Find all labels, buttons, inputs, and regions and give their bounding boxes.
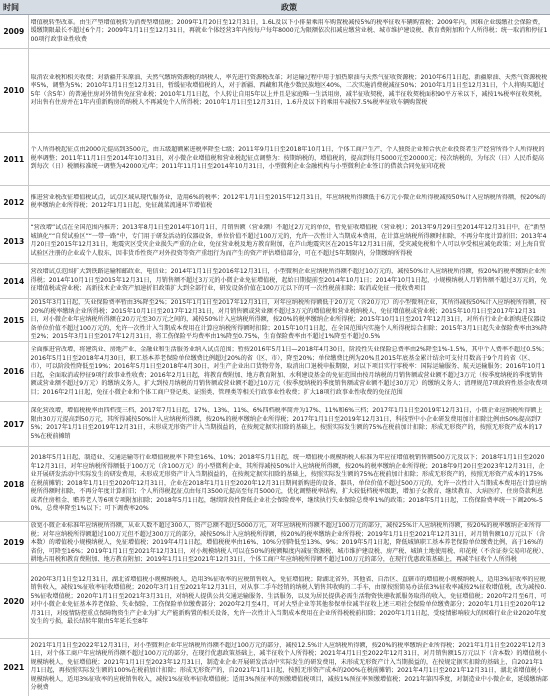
policy-text: “营改增”试点在全国范围内推开；2013年8月1日至2014年10月1日，月销售额（营业额）不超过2万元的单位，暂免征收增值税（营业税）；2013年9月29日至2014年12月31日中，在“新型城镇化”“自贸试验区”“一带一路”中，专门用于研发活动的仪器设备，单位价值不超过100万元的，允许一次性计入当期成本费用，在计算应纳税所得额时扣除，不再分年度计算折旧；2013年4月20日至2015年12月31日，地震灾区受灾企业损失严重的企业，免征营业税及地方教育附加，在芦山地震灾区在2015年12月31日前，受灾减免税和个人可以享受相应减免政策；对上海自贸试验区注册的企业或个人股东，因非货币性资产对外投资等资产重组行为而产生的资产评估增值部分，可在不超过5年期限内，分期缴纳所得税	[30, 224, 547, 257]
table-row	[0, 15, 550, 49]
policy-cell	[28, 402, 550, 447]
year-cell: 2021	[0, 639, 28, 696]
year-cell: 2017	[0, 402, 28, 447]
policy-cell	[28, 219, 550, 264]
table-row	[0, 133, 550, 186]
header-policy: 政策	[28, 0, 550, 15]
policy-text: 2015年3月1日起，失业保险费率暂由3%降至2%；2015年1月1日至2017年12月31日，对年应纳税所得额低于20万元（含20万元）的小型微利企业，其所得减按50%计入应纳税所得额，按20%的税率缴纳企业所得税；2015年10月1日至2017年12月31日，对月销售额或营业额不超过3万元的增值税和营业税纳税人，免征增值税或营业税；2015年10月1日至2017年12月31日，对小微企业年应纳税所得额在20万元至30万元之间的，减按50%计入应纳税所得额，按20%的税率缴纳企业所得税；2015年10月1日至2017年12月31日，对所有行业企业新购进仪器设备单位价值不超过100万元的，允许一次性计入当期成本费用在计算应纳税所得额时扣除；2015年10月1日起，在全国范围内实施个人所得税综合扣除；2015年3月1日起失业保险费率由3%降至2%；2015年3月1日至2017年12月31日，将工伤保险平均费率由1%降至0.75%，生育保险费率由不超过1%降至不超过0.5%	[30, 299, 548, 340]
year-cell: 2014	[0, 264, 28, 299]
year-cell: 2010	[0, 49, 28, 133]
policy-text: 增值税转型改革。由生产型增值税转为消费型增值税；2009年1月20日至12月31日，1.6L及以下小排量乘用车购置税减按5%的税率征收车辆购置税；2009年内，困难企业缓缴社会保险费，缓缴期限最长不超过6个月；2009年1月1日至12月31日，再就业个体经营3年内按每户每年8000元为限额依次扣减应缴营业税、城市维护建设税、教育费附加和个人所得税；统一取消和停征100项行政事业性收费	[30, 18, 548, 43]
policy-cell	[28, 49, 550, 133]
policy-text: 个人所得税起征点由2000元提高到3500元，由五级超额累进税率降至七级；2011年9月1日至2018年10月1日，个体工商户生产、个人独资企业和合伙企业投资者生产经营所得个人所得税的税率调整；2011年11月1日至2014年10月31日，对小微企业增值税和营业税起征点调整为：按期纳税的，增值税的，提高到每月5000元至20000元；按次纳税的，为每次（日）人民币提高到每次（日）税额标准统一调整为42000元/年；2011年11月1日至2014年10月31日，小型微利企业金融机构与小型微利企业签订的借款合同免征印花税	[30, 146, 545, 171]
year-cell: 2018	[0, 447, 28, 522]
table-row	[0, 342, 550, 402]
table-row	[0, 522, 550, 564]
table-row	[0, 49, 550, 133]
policy-cell	[28, 133, 550, 186]
table-row	[0, 447, 550, 522]
policy-cell	[28, 564, 550, 639]
policy-text: 取消农业税和相关收费；对新疆开采原油、天然气缴纳资源税的纳税人，率先进行资源税改革；对运输过程中用于加热原油与天然气征收资源税；2010年6月1日起，新疆原油、天然气资源税税率5%，调整为5%；2010年1月1日至12月31日，暂缓征收增值税的人，对于新疆、西藏和其他少数民族地区40%，二次实施消费税减征50%；2010年1月1日至12月31日，个人将购买超过5年（含5年）的普通住房对外销售免征营业税；2010年1月1日起，个人转让自用5年以上并且是家庭唯一生活用房，减半征收契税，减半征收契税面积90平方米以下，减按1%税率征收契税，对出售有住房并在1年内重新购房的纳税人不再减免个人所得税；2010年1月1日至12月31日，1.6升及以下的乘用车减按7.5%税率征收车辆购置税	[30, 73, 548, 106]
policy-cell	[28, 15, 550, 49]
table-row	[0, 402, 550, 447]
table-row	[0, 299, 550, 342]
policy-text: 营改增试点范围扩大到铁路运输和邮政业、电信业；2014年1月1日至2016年12月31日，小型微利企业应纳税所得额不超过10万元的，减按50%计入应纳税所得额，按20%的税率缴纳企业所得税；2014年10月1日至2015年12月31日，月销售额不超过3万元的小微企业免征增值税，起始日期提前至2014年10月1日；2014年10月1日起，小规模纳税人月销售额不超过3万元的，免征增值税或营业税；高新技术企业资产加速折旧政策扩大到全部行业，研发设备价值在100万元以下的可一次性税前扣除；取消或免征一批收费项目	[30, 268, 547, 293]
table-row	[0, 219, 550, 264]
policy-cell	[28, 639, 550, 696]
policy-text: 深化营改增，增值税税率由四档变三档，2017年7月1日起，17%、13%、11%、6%四档税率简并为17%、11%和6%三档；2017年1月1日至2019年12月31日，小微企业应纳税所得额上限由30万元提高到50万元，其所得减按50%计入应纳税所得额，按20%的税率缴纳企业所得税；2017年1月1日至2019年12月31日，科技型中小企业研发费用加计扣除比例由50%提高到75%；2017年1月1日至2019年12月31日，未形成无形资产计入当期损益的，在按规定据实扣除的基础上，按照实际发生额的75%在税前加计扣除；形成无形资产的，按照无形资产成本的175%在税前摊销	[30, 407, 543, 440]
table-row	[0, 186, 550, 219]
year-cell: 2011	[0, 133, 28, 186]
policy-text: 放宽小微企业标准年应纳税所得额，从业人数不超过300人，资产总额不超过5000万元，对年应纳税所得额不超过100万元的部分，减按25%计入应纳税所得额，按20%的税率缴纳企业所得税；对年应纳税所得额超过100万元但不超过300万元的部分，减按50%计入应纳税所得额，按20%的税率缴纳企业所得税；2019年1月1日至2021年12月31日，对月销售额10万元以下（含本数）的增值税小规模纳税人，免征增值税；2019年4月1日起，增值税税率由16%、10%分别降低至13%、9%；2019年5月1日起，降低城镇职工基本养老保险单位缴费比例，高于16%的省份，可降至16%；2019年1月1日至2021年12月31日，对小规模纳税人可以在50%的税额幅度内减征资源税、城市维护建设税、房产税、城镇土地使用税、印花税（不含证券交易印花税）、耕地占用税和教育费附加、地方教育附加；2019年1月1日至2021年12月31日，个体工商户年应纳税所得额不超过100万元的部分，在现行优惠政策基础上，再减半征收个人所得税	[30, 522, 548, 563]
policy-cell	[28, 342, 550, 402]
table-row	[0, 639, 550, 696]
year-cell: 2009	[0, 15, 28, 49]
table-row	[0, 264, 550, 299]
policy-cell	[28, 447, 550, 522]
policy-text: 推进营业税改征增值税试点，试点区域从现代服务业，适用6%的税率；2012年1月1日至2015年12月31日，年应纳税所得额低于6万元小微企业所得税减按50%计入应纳税所得额，按20%的税率缴纳企业所得税；2012年1月1日起，免征蔬菜流通环节增值税	[30, 193, 546, 209]
policy-text: 全面推进营改增，将建筑业、房地产业、金融业和生活服务业纳入试点范围；暂按2016年5月1日—2018年4月30日，阶段性失业保险总费率由2%降至1%-1.5%，其中个人费率不超过0.5%；2016年5月1日至2018年4月30日，职工基本养老保险单位缴费比例超过20%的省（区、市），降至20%；单位缴费比例为20%且2015年底基金累计结余可支付月数高于9个月的省（区、市），可以阶段性降低至19%；2016年5月1日至2018年4月30日，对生产企业出口货物劳务，取消出口退税申报期限，对以下项目实行零税率：国际运输服务、航天运输服务；2016年10月1日起，全面取消或停征9项行政事业性收费；2016年2月1日起，将教育费附加、地方教育附加、水利建设基金的免征范围由按月纳税的月销售额或营业额不超过3万元（按季度纳税的季度销售额或营业额不超过9万元）的缴纳义务人，扩大到按月纳税的月销售额或营业额不超过10万元（按季度纳税的季度销售额或营业额不超过30万元）的缴纳义务人；清理规范7项政府性基金收费项目；2016年2月1日起，免征小微企业和个体工商户登记类、证照类、管理类等相关行政事业性收费；扩大18项行政事业性收费的免征范围	[30, 346, 548, 396]
policy-cell	[28, 264, 550, 299]
year-cell: 2013	[0, 219, 28, 264]
policy-cell	[28, 522, 550, 564]
policy-text: 2020年3月1日至12月31日，湖北省增值税小规模纳税人，适用3%征收率的应税销售收入，免征增值税；除湖北省外，其他省、自治区、直辖市的增值税小规模纳税人，适用3%征收率的应税销售收入，减按1%征收率征收增值税；2020年3月1日至2021年12月31日，对从事二手车经销的纳税人销售其收购的二手车，由原按照简易办法依3%征收率减按2%征收增值税，改为减按0.5%征收增值税；2020年1月1日至2021年3月31日，对纳税人提供公共交通运输服务、生活服务，以及为居民提供必需生活物资快递收派服务取得的收入，免征增值税；2020年2月至6月，可对中小微企业免征基本养老保险、失业保险、工伤保险单位缴费部分；2020年2月至4月，可对大型企业等其他参保单位减半征收上述三项社会保险单位缴费部分；2020年1月1日至2020年12月31日，对疫情防控重点保障物资生产企业为扩大产能新购置的相关设备，允许一次性计入当期成本费用在企业所得税税前扣除；2020年1月1日起，受疫情影响较大的困难行业企业2020年度发生的亏损，最长结转年限由5年延长至8年	[30, 575, 547, 625]
policy-text: 2021年1月1日至2022年12月31日，对小型微利企业年应纳税所得额不超过100万元的部分，减按12.5%计入应纳税所得额，按20%的税率缴纳企业所得税；2021年1月1日至2022年12月31日，对个体工商户年应纳税所得额不超过100万元的部分，在现行优惠政策基础上，减半征收个人所得税；2021年4月1日至2022年12月31日，对月销售额15万元以下（含本数）的增值税小规模纳税人，免征增值税；2021年1月1日至2023年12月31日，制造业企业开展研发活动中实际发生的研发费用，未形成无形资产计入当期损益的，在按规定据实扣除的基础上，自2021年1月1日起，再按照实际发生额的100%在税前加计扣除；形成无形资产的，自2021年1月1日起，按照无形资产成本的200%在税前摊销；2021年4月1日至2021年12月31日，湖北省增值税小规模纳税人，适用3%征收率的应税销售收入，减按1%征收率征收增值税；适用3%预征率的预缴增值税项目，减按1%预征率预缴增值税；2021年第四季度，对制造业中小微企业，延缓缴纳部分税费	[30, 641, 548, 692]
table-row	[0, 564, 550, 639]
year-cell: 2016	[0, 342, 28, 402]
year-cell: 2015	[0, 299, 28, 342]
policy-text: 2018年5月1日起，制造业、交通运输等行业增值税税率下降至16%、10%；2018年5月1日起，统一增值税小规模纳税人标准为年应征增值税销售额500万元及以下；2018年1月1日至2020年12月31日，对年应纳税所得额低于100万元（含100万元）的小型微利企业，其所得减按50%计入应纳税所得额，按20%的税率缴纳企业所得税；2018年9月20日至2023年12月31日，企业开展研发活动中实际发生的研发费用，未形成无形资产计入当期损益的，在按规定据实扣除的基础上，按照实际发生额的75%在税前加计扣除；形成无形资产的，按照无形资产成本的175%在税前摊销；2018年1月1日至2020年12月31日，企业在2018年1月1日至2020年12月31日期间新购进的设备、器具，单位价值不超过500万元的，允许一次性计入当期成本费用在计算应纳税所得额时扣除，不再分年度计算折旧；个人所得税起征点由每月3500元提高至每月5000元，优化调整税率结构，扩大较低档税率级距，增加子女教育、继续教育、大病医疗、住房贷款利息或者住房租金、赡养老人等6项专项附加扣除；2018年5月1日起，继续阶段性降低企业社会保险费率，继续执行失业保险总费率1%的政策；2018年5月1日起，工伤保险费率统一下调20%-50%，总费率降至1%以下；可下调费率20%	[30, 454, 547, 513]
year-cell: 2012	[0, 186, 28, 219]
table-header-row	[0, 0, 550, 15]
policy-cell	[28, 186, 550, 219]
policy-cell	[28, 299, 550, 342]
header-year: 时间	[0, 0, 28, 15]
year-cell: 2020	[0, 564, 28, 639]
year-cell: 2019	[0, 522, 28, 564]
